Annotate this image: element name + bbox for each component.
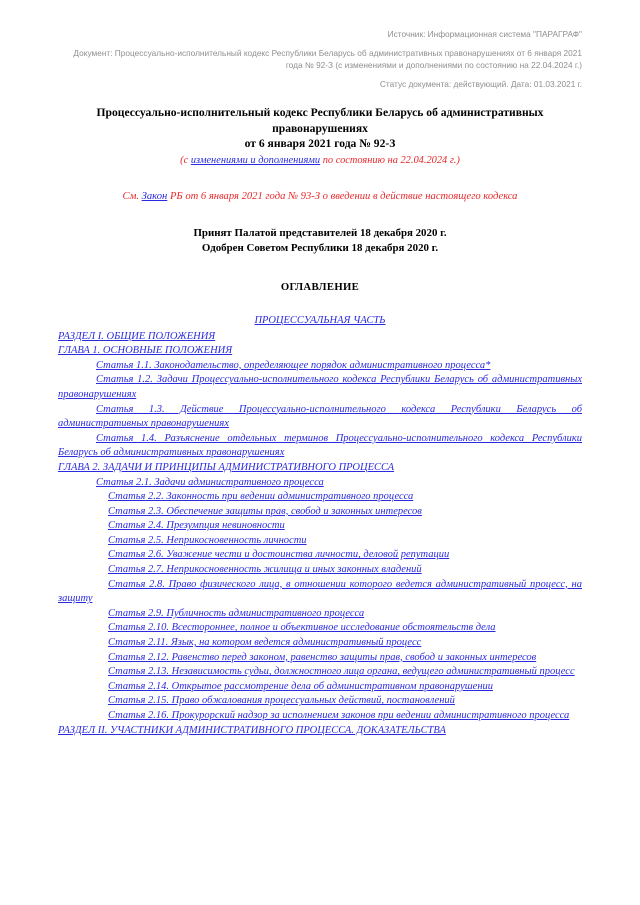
meta-status: Статус документа: действующий. Дата: 01.03.2021 г. [379, 78, 582, 89]
adoption-line-council: Одобрен Советом Республики 18 декабря 2020 г. [201, 242, 439, 255]
toc-entry-article-sub [58, 548, 582, 563]
toc-link-part[interactable]: ПРОЦЕССУАЛЬНАЯ ЧАСТЬ [254, 314, 386, 326]
toc-entry-article-sub [58, 709, 582, 724]
toc-link[interactable]: Статья 2.2. Законность при ведении административного процесса [108, 491, 414, 503]
toc-link[interactable]: Статья 2.1. Задачи административного процесса [96, 476, 324, 488]
amendment-link[interactable]: изменениями и дополнениями [190, 154, 321, 166]
toc-entry-article [58, 373, 582, 402]
toc-entry-article [58, 359, 582, 374]
toc-link[interactable]: Статья 2.3. Обеспечение защиты прав, свобод и законных интересов [108, 505, 422, 517]
toc-entry-list [58, 330, 582, 739]
toc-entry-article-sub [58, 621, 582, 636]
toc-entry-article [58, 432, 582, 461]
toc-entry-article [58, 403, 582, 432]
see-also-note [58, 189, 582, 204]
amendment-prefix: (с [180, 154, 191, 166]
toc-link[interactable]: Статья 2.15. Право обжалования процессуальных действий, постановлений [108, 695, 455, 707]
page-title-date: от 6 января 2021 года № 92-З [244, 136, 396, 150]
toc-link[interactable]: Статья 1.3. Действие Процессуально-исполнительного кодекса Республики Беларусь об административных правонарушениях [58, 403, 582, 430]
page-title-line1: Процессуально-исполнительный кодекс Республики Беларусь об административных [96, 106, 544, 120]
meta-document-reference: Документ: Процессуально-исполнительный кодекс Республики Беларусь об административных правонарушениях от 6 января 2021 года № 92-З (с изменениями и дополнениями по состоянию на 22.04.2024 г.) [73, 47, 582, 71]
toc-entry-article-sub [58, 680, 582, 695]
toc-link[interactable]: Статья 2.8. Право физического лица, в отношении которого ведется административный процесс, на защиту [58, 578, 582, 605]
toc-entry-article-sub [58, 563, 582, 578]
document-title-block [58, 105, 582, 168]
toc-entry-article-sub [58, 651, 582, 666]
toc-entry-article-sub [58, 665, 582, 680]
page-title-line2: правонарушениях [272, 121, 368, 135]
toc-entry-article-sub [58, 490, 582, 505]
toc-entry-article-sub [58, 607, 582, 622]
toc-link[interactable]: Статья 2.5. Неприкосновенность личности [108, 534, 307, 546]
toc-entry-article-sub [58, 519, 582, 534]
toc-entry-section [58, 330, 582, 345]
toc-link[interactable]: Статья 2.6. Уважение чести и достоинства личности, деловой репутации [108, 549, 450, 561]
adoption-line-chamber: Принят Палатой представителей 18 декабря 2020 г. [193, 226, 447, 239]
toc-link[interactable]: Статья 1.4. Разъяснение отдельных терминов Процессуально-исполнительного кодекса Республики Беларусь об административных правонарушениях [58, 432, 582, 459]
toc-link[interactable]: Статья 2.9. Публичность административного процесса [108, 607, 365, 619]
document-meta-header [58, 28, 582, 90]
meta-source: Источник: Информационная система "ПАРАГРАФ" [387, 29, 582, 39]
amendment-suffix: по состоянию на 22.04.2024 г.) [320, 154, 460, 166]
toc-heading: ОГЛАВЛЕНИЕ [280, 280, 360, 293]
table-of-contents [58, 310, 582, 738]
adoption-block [58, 226, 582, 257]
toc-entry-article-sub [58, 534, 582, 549]
see-also-suffix: РБ от 6 января 2021 года № 93-З о введении в действие настоящего кодекса [167, 190, 518, 202]
toc-link[interactable]: РАЗДЕЛ I. ОБЩИЕ ПОЛОЖЕНИЯ [58, 330, 216, 342]
toc-link[interactable]: Статья 2.12. Равенство перед законом, равенство защиты прав, свобод и законных интересов [108, 651, 537, 663]
toc-link[interactable]: Статья 2.10. Всестороннее, полное и объективное исследование обстоятельств дела [108, 622, 496, 634]
toc-entry-section [58, 724, 582, 739]
toc-entry-article-sub [58, 505, 582, 520]
toc-entry-chapter [58, 461, 582, 476]
amendment-note [58, 153, 582, 168]
toc-link[interactable]: Статья 1.1. Законодательство, определяющее порядок административного процесса* [96, 359, 491, 371]
toc-link[interactable]: Статья 2.13. Независимость судьи, должностного лица органа, ведущего административный процесс [108, 666, 575, 678]
see-also-prefix: См. [122, 190, 142, 202]
toc-link[interactable]: ГЛАВА 1. ОСНОВНЫЕ ПОЛОЖЕНИЯ [58, 345, 233, 357]
toc-link[interactable]: Статья 2.16. Прокурорский надзор за исполнением законов при ведении административного процесса [108, 710, 570, 722]
toc-link[interactable]: Статья 2.7. Неприкосновенность жилища и иных законных владений [108, 564, 422, 576]
toc-entry-chapter [58, 344, 582, 359]
toc-link[interactable]: Статья 2.4. Презумпция невиновности [108, 520, 285, 532]
toc-link[interactable]: РАЗДЕЛ II. УЧАСТНИКИ АДМИНИСТРАТИВНОГО ПРОЦЕССА. ДОКАЗАТЕЛЬСТВА [58, 724, 446, 736]
toc-entry-article-sub [58, 578, 582, 607]
toc-link[interactable]: Статья 1.2. Задачи Процессуально-исполнительного кодекса Республики Беларусь об административных правонарушениях [58, 374, 582, 400]
toc-entry-article [58, 476, 582, 491]
toc-link[interactable]: Статья 2.11. Язык, на котором ведется административный процесс [108, 637, 422, 649]
toc-entry-article-sub [58, 636, 582, 651]
toc-entry-article-sub [58, 694, 582, 709]
toc-link[interactable]: Статья 2.14. Открытое рассмотрение дела об административном правонарушении [108, 680, 494, 692]
toc-part-title [58, 310, 582, 329]
see-also-link[interactable]: Закон [141, 190, 168, 202]
toc-link[interactable]: ГЛАВА 2. ЗАДАЧИ И ПРИНЦИПЫ АДМИНИСТРАТИВНОГО ПРОЦЕССА [58, 461, 395, 473]
